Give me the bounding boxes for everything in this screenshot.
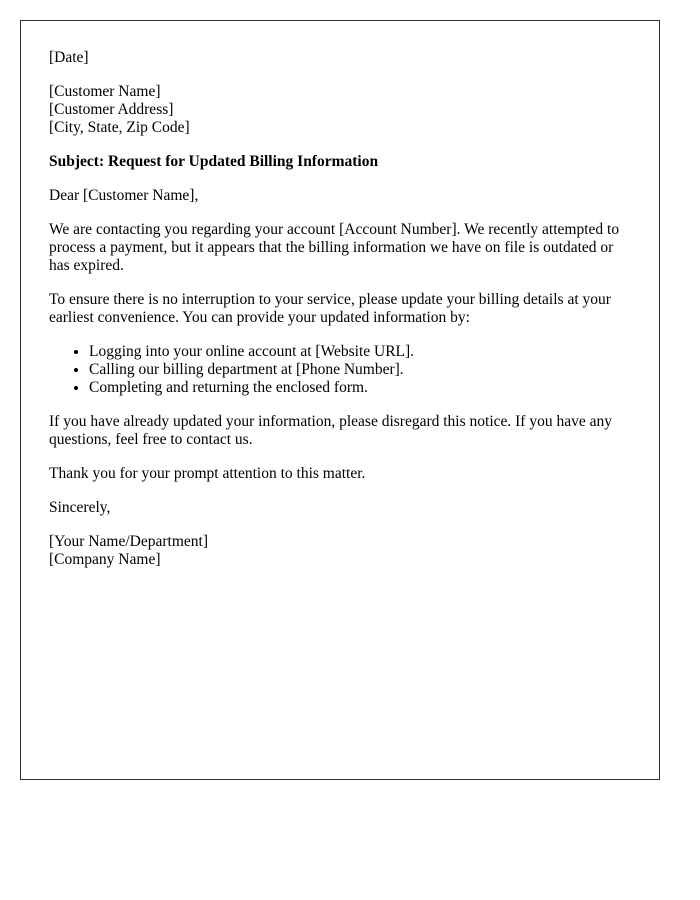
recipient-address-block [49,83,631,137]
signature-block [49,533,631,569]
letter-page [20,20,660,780]
update-methods-list [49,343,631,397]
intro-paragraph: We are contacting you regarding your account [Account Number]. We recently attempted to process a payment, but it appears that the billing information we have on file is outdated or has expired. [49,221,620,274]
subject-line: Subject: Request for Updated Billing Information [49,153,379,170]
disregard-paragraph: If you have already updated your information, please disregard this notice. If you have any questions, feel free to contact us. [49,413,612,448]
closing: Sincerely, [49,499,111,516]
list-item: • Completing and returning the enclosed form. [89,379,631,397]
date-text: [Date] [49,49,89,66]
request-paragraph: To ensure there is no interruption to your service, please update your billing details at your earliest convenience. You can provide your updated information by: [49,291,611,326]
recipient-city-state-zip: [City, State, Zip Code] [49,119,190,136]
recipient-address: [Customer Address] [49,101,174,118]
letter-date [49,49,631,67]
signature-name-department: [Your Name/Department] [49,533,208,550]
list-item: • Logging into your online account at [Website URL]. [89,343,631,361]
recipient-name: [Customer Name] [49,83,161,100]
thanks-paragraph: Thank you for your prompt attention to this matter. [49,465,366,482]
list-item: • Calling our billing department at [Phone Number]. [89,361,631,379]
signature-company: [Company Name] [49,551,161,568]
salutation: Dear [Customer Name], [49,187,199,204]
